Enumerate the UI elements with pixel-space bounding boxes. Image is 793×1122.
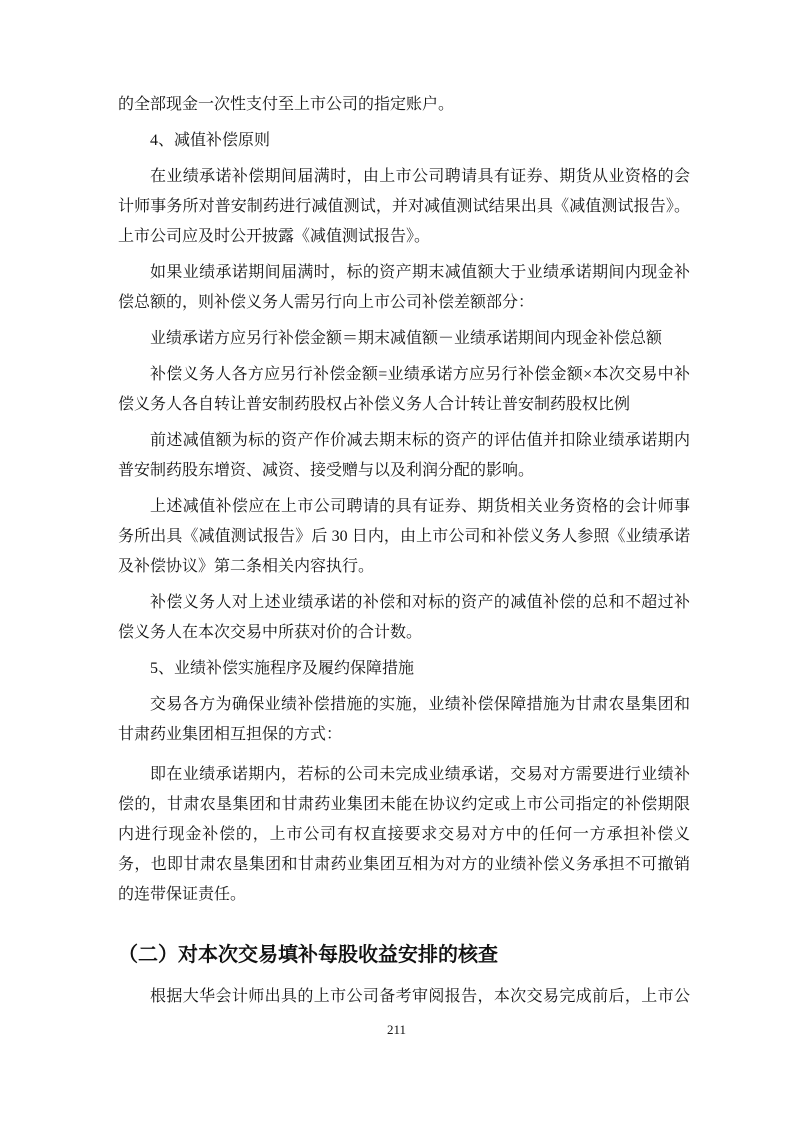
formula-line: 补偿义务人各方应另行补偿金额=业绩承诺方应另行补偿金额×本次交易中补偿义务人各自转让普安制药股权占补偿义务人合计转让普安制药股权比例 [118, 366, 690, 413]
numbered-heading-4: 4、减值补偿原则 [150, 132, 271, 149]
page-content [118, 90, 690, 1012]
paragraph: 交易各方为确保业绩补偿措施的实施，业绩补偿保障措施为甘肃农垦集团和甘肃药业集团相互担保的方式： [118, 696, 690, 743]
paragraph: 在业绩承诺补偿期间届满时，由上市公司聘请具有证券、期货从业资格的会计师事务所对普安制药进行减值测试，并对减值测试结果出具《减值测试报告》。上市公司应及时公开披露《减值测试报告》。 [118, 168, 690, 245]
paragraph: 如果业绩承诺期间届满时，标的资产期末减值额大于业绩承诺期间内现金补偿总额的，则补偿义务人需另行向上市公司补偿差额部分： [118, 264, 690, 311]
paragraph: 补偿义务人对上述业绩承诺的补偿和对标的资产的减值补偿的总和不超过补偿义务人在本次交易中所获对价的合计数。 [118, 594, 690, 641]
paragraph: 根据大华会计师出具的上市公司备考审阅报告，本次交易完成前后，上市公 [150, 988, 690, 1005]
page-number: 211 [386, 1022, 407, 1037]
paragraph: 前述减值额为标的资产作价减去期末标的资产的评估值并扣除业绩承诺期内普安制药股东增资、减资、接受赠与以及利润分配的影响。 [118, 432, 690, 479]
section-heading: （二）对本次交易填补每股收益安排的核查 [118, 944, 498, 966]
paragraph: 即在业绩承诺期内，若标的公司未完成业绩承诺，交易对方需要进行业绩补偿的，甘肃农垦集团和甘肃药业集团未能在协议约定或上市公司指定的补偿期限内进行现金补偿的，上市公司有权直接要求交易对方中的任何一方承担补偿义务，也即甘肃农垦集团和甘肃药业集团互相为对方的业绩补偿义务承担不可撤销的连带保证责任。 [118, 766, 690, 903]
formula-line: 业绩承诺方应另行补偿金额＝期末减值额－业绩承诺期间内现金补偿总额 [150, 330, 663, 347]
paragraph-continuation: 的全部现金一次性支付至上市公司的指定账户。 [118, 96, 455, 113]
paragraph: 上述减值补偿应在上市公司聘请的具有证券、期货相关业务资格的会计师事务所出具《减值测试报告》后 30 日内，由上市公司和补偿义务人参照《业绩承诺及补偿协议》第二条相关内容执行。 [118, 498, 690, 575]
numbered-heading-5: 5、业绩补偿实施程序及履约保障措施 [150, 660, 415, 677]
